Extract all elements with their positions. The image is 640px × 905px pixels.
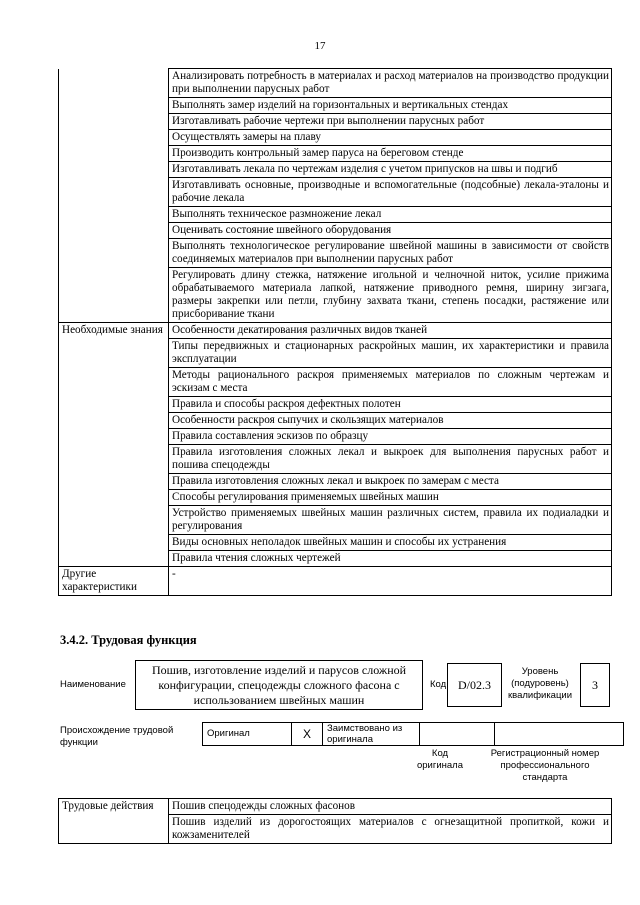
function-code: D/02.3 — [447, 663, 502, 707]
knowledge-row: Типы передвижных и стационарных раскройных машин, их характеристики и правила эксплуатации — [169, 339, 612, 368]
knowledge-row: Устройство применяемых швейных машин различных систем, правила их подиаладки и регулирования — [169, 506, 612, 535]
original-code-cell — [420, 723, 495, 746]
knowledge-row: Правила и способы раскроя дефектных полотен — [169, 397, 612, 413]
function-name: Пошив, изготовление изделий и парусов сложной конфигурации, спецодежды сложного фасона с использованием швейных машин — [135, 660, 423, 710]
knowledge-row: Способы регулирования применяемых швейных машин — [169, 490, 612, 506]
knowledge-row: Виды основных неполадок швейных машин и способы их устранения — [169, 535, 612, 551]
skill-row: Осуществлять замеры на плаву — [169, 130, 612, 146]
knowledge-row: Правила изготовления сложных лекал и выкроек для выполнения парусных работ и пошива спецодежды — [169, 445, 612, 474]
reg-caption: Регистрационный номер профессионального стандарта — [490, 748, 600, 783]
name-label: Наименование — [60, 679, 126, 690]
action-row: Пошив изделий из дорогостоящих материалов с огнезащитной пропиткой, кожи и кожзаменителей — [169, 815, 612, 844]
section-heading: 3.4.2. Трудовая функция — [60, 633, 197, 647]
qualification-level: 3 — [580, 663, 610, 707]
knowledge-row: Особенности раскроя сыпучих и скользящих материалов — [169, 413, 612, 429]
other-label: Другие характеристики — [59, 567, 169, 596]
skill-row: Регулировать длину стежка, натяжение игольной и челночной ниток, усилие прижима обрабатываемого материала лапкой, натяжение приводного ремня, ширину зигзага, размеры закрепки или петли, глубину захвата ткани, степень посадки, растяжение или присборивание ткани — [169, 268, 612, 323]
knowledge-row: Правила чтения сложных чертежей — [169, 551, 612, 567]
borrowed-label: Заимствовано из оригинала — [323, 723, 420, 746]
actions-table — [58, 798, 612, 844]
skill-row: Производить контрольный замер паруса на береговом стенде — [169, 146, 612, 162]
skill-row: Выполнять замер изделий на горизонтальных и вертикальных стендах — [169, 98, 612, 114]
actions-label: Трудовые действия — [59, 799, 169, 815]
knowledge-row: Правила составления эскизов по образцу — [169, 429, 612, 445]
competency-table — [58, 68, 612, 596]
knowledge-row: Методы рационального раскроя применяемых материалов по сложным чертежам и эскизам с места — [169, 368, 612, 397]
skill-row: Изготавливать лекала по чертежам изделия с учетом припусков на швы и подгиб — [169, 162, 612, 178]
original-mark: X — [292, 723, 323, 746]
page-number: 17 — [314, 40, 326, 52]
knowledge-row: Особенности декатирования различных видов тканей — [169, 323, 612, 339]
original-label: Оригинал — [203, 723, 292, 746]
level-label: Уровень (подуровень) квалификации — [507, 666, 573, 701]
origin-table — [202, 722, 624, 746]
knowledge-row: Правила изготовления сложных лекал и выкроек по замерам с места — [169, 474, 612, 490]
reg-number-cell — [495, 723, 624, 746]
skill-row: Изготавливать основные, производные и вспомогательные (подсобные) лекала-эталоны и рабочие лекала — [169, 178, 612, 207]
skill-row: Анализировать потребность в материалах и расход материалов на производство продукции при выполнении парусных работ — [169, 69, 612, 98]
origin-label: Происхождение трудовой функции — [60, 725, 174, 748]
code-label: Код — [430, 679, 447, 690]
knowledge-label: Необходимые знания — [59, 323, 169, 339]
skill-row: Изготавливать рабочие чертежи при выполнении парусных работ — [169, 114, 612, 130]
code-caption: Код оригинала — [416, 748, 463, 771]
skill-row: Оценивать состояние швейного оборудования — [169, 223, 612, 239]
skill-row: Выполнять техническое размножение лекал — [169, 207, 612, 223]
skill-row: Выполнять технологическое регулирование швейной машины в зависимости от свойств соединяемых материалов при выполнении парусных работ — [169, 239, 612, 268]
action-row: Пошив спецодежды сложных фасонов — [169, 799, 612, 815]
other-value: - — [169, 567, 612, 596]
